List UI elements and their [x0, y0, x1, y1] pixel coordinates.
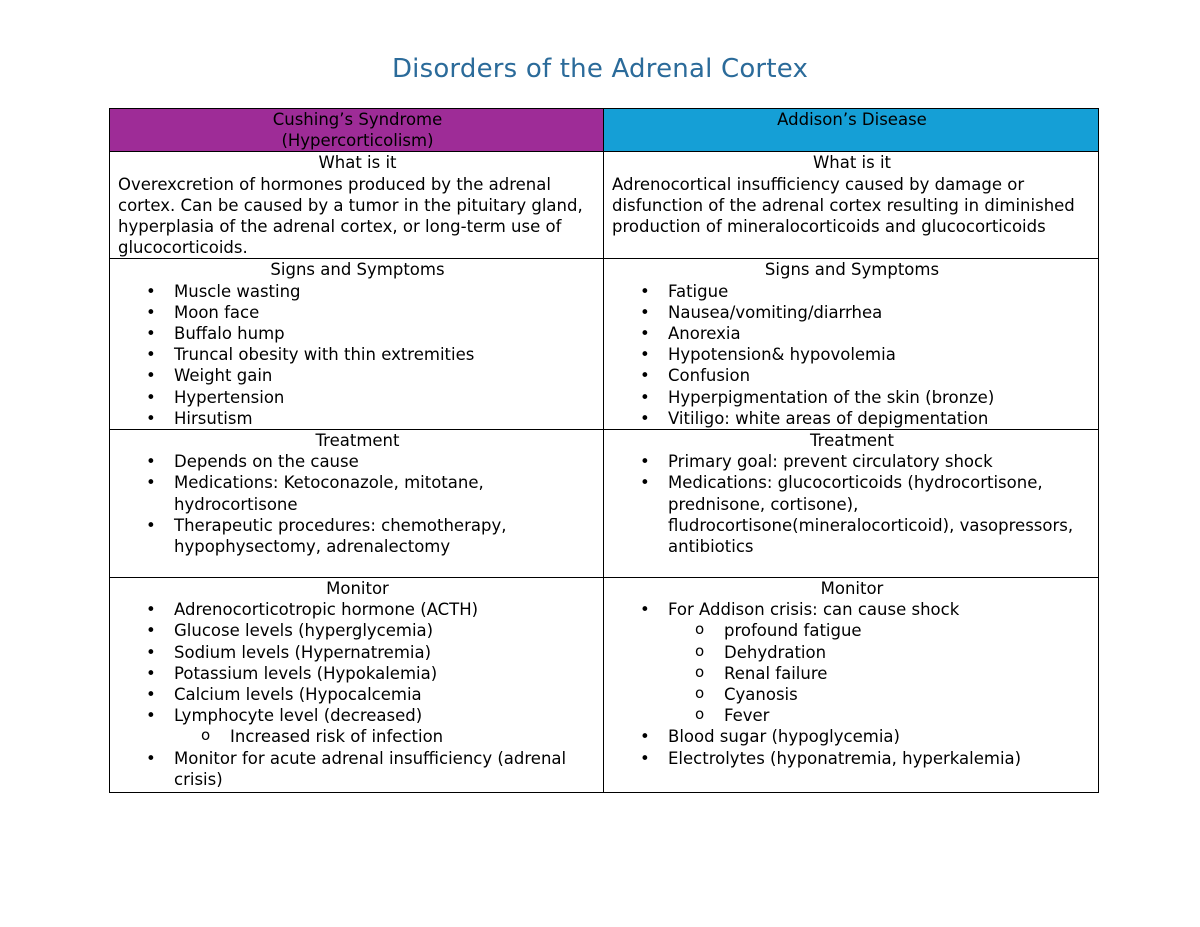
list-item: • Truncal obesity with thin extremities [174, 344, 597, 365]
list-item: • Hyperpigmentation of the skin (bronze) [668, 387, 1092, 408]
signs-row [110, 259, 1099, 430]
addison-monitor-sublist [668, 620, 1092, 726]
addison-treatment-list [612, 451, 1092, 557]
sub-list-item: o Cyanosis [724, 684, 1092, 705]
list-item: • Confusion [668, 365, 1092, 386]
page-title: Disorders of the Adrenal Cortex [391, 54, 809, 84]
cushing-monitor-list [118, 599, 597, 790]
list-item: • Monitor for acute adrenal insufficiency (adrenal crisis) [174, 748, 597, 790]
list-item: • Electrolytes (hyponatremia, hyperkalemia) [668, 748, 1092, 769]
addison-signs-list [612, 281, 1092, 429]
section-title: Treatment [810, 431, 894, 451]
cushing-title: Cushing’s Syndrome [272, 110, 443, 129]
addison-signs-cell [604, 259, 1099, 430]
list-item [668, 599, 1092, 726]
list-item-text: Lymphocyte level (decreased) [174, 706, 423, 726]
list-item: • Therapeutic procedures: chemotherapy, hypophysectomy, adrenalectomy [174, 515, 597, 557]
cushing-treatment-cell [110, 430, 604, 578]
sub-list-item: o Dehydration [724, 642, 1092, 663]
section-title: Treatment [315, 431, 400, 451]
list-item: • Calcium levels (Hypocalcemia [174, 684, 597, 705]
list-item: • Vitiligo: white areas of depigmentation [668, 408, 1092, 429]
cushing-header [110, 109, 604, 152]
list-item: • Hypotension& hypovolemia [668, 344, 1092, 365]
addison-header [604, 109, 1099, 152]
cushing-subtitle: (Hypercorticolism) [281, 131, 434, 151]
comparison-table [109, 108, 1099, 793]
what-is-it-row [110, 152, 1099, 259]
sub-list-item: o profound fatigue [724, 620, 1092, 641]
cushing-signs-cell [110, 259, 604, 430]
list-item: • Medications: Ketoconazole, mitotane, hydrocortisone [174, 472, 597, 514]
section-title: Signs and Symptoms [764, 260, 940, 280]
list-item: • Hirsutism [174, 408, 597, 429]
list-item: • Glucose levels (hyperglycemia) [174, 620, 597, 641]
list-item: • Hypertension [174, 387, 597, 408]
section-title: Signs and Symptoms [270, 260, 445, 280]
treatment-row [110, 430, 1099, 578]
section-title: What is it [318, 153, 397, 173]
section-title: Monitor [326, 579, 389, 599]
cushing-monitor-cell [110, 578, 604, 793]
list-item: • Muscle wasting [174, 281, 597, 302]
header-row [110, 109, 1099, 152]
monitor-row [110, 578, 1099, 793]
cushing-what-text: Overexcretion of hormones produced by the adrenal cortex. Can be caused by a tumor in the pituitary gland, hyperplasia of the adrenal cortex, or long-term use of glucocorticoids. [118, 174, 583, 258]
addison-monitor-list [612, 599, 1092, 769]
list-item: • Moon face [174, 302, 597, 323]
list-item: • Sodium levels (Hypernatremia) [174, 642, 597, 663]
list-item [174, 705, 597, 747]
sub-list-item: o Renal failure [724, 663, 1092, 684]
section-title: Monitor [820, 579, 884, 599]
cushing-treatment-list [118, 451, 597, 557]
cushing-signs-list [118, 281, 597, 429]
list-item: • Buffalo hump [174, 323, 597, 344]
list-item: • Depends on the cause [174, 451, 597, 472]
list-item: • Primary goal: prevent circulatory shock [668, 451, 1092, 472]
addison-what-text: Adrenocortical insufficiency caused by damage or disfunction of the adrenal cortex resulting in diminished production of mineralocorticoids and glucocorticoids [612, 174, 1075, 237]
list-item: • Nausea/vomiting/diarrhea [668, 302, 1092, 323]
addison-monitor-cell [604, 578, 1099, 793]
list-item: • Fatigue [668, 281, 1092, 302]
list-item: • Medications: glucocorticoids (hydrocortisone, prednisone, cortisone), fludrocortisone(mineralocorticoid), vasopressors, antibiotics [668, 472, 1092, 557]
list-item: • Potassium levels (Hypokalemia) [174, 663, 597, 684]
section-title: What is it [812, 153, 892, 173]
list-item-text: For Addison crisis: can cause shock [668, 600, 960, 620]
cushing-what-cell [110, 152, 604, 259]
list-item: • Anorexia [668, 323, 1092, 344]
cushing-monitor-sublist [174, 726, 597, 747]
list-item: • Adrenocorticotropic hormone (ACTH) [174, 599, 597, 620]
addison-what-cell [604, 152, 1099, 259]
sub-list-item: o Increased risk of infection [230, 726, 597, 747]
addison-treatment-cell [604, 430, 1099, 578]
list-item: • Weight gain [174, 365, 597, 386]
list-item: • Blood sugar (hypoglycemia) [668, 726, 1092, 747]
sub-list-item: o Fever [724, 705, 1092, 726]
addison-title: Addison’s Disease [777, 110, 927, 129]
